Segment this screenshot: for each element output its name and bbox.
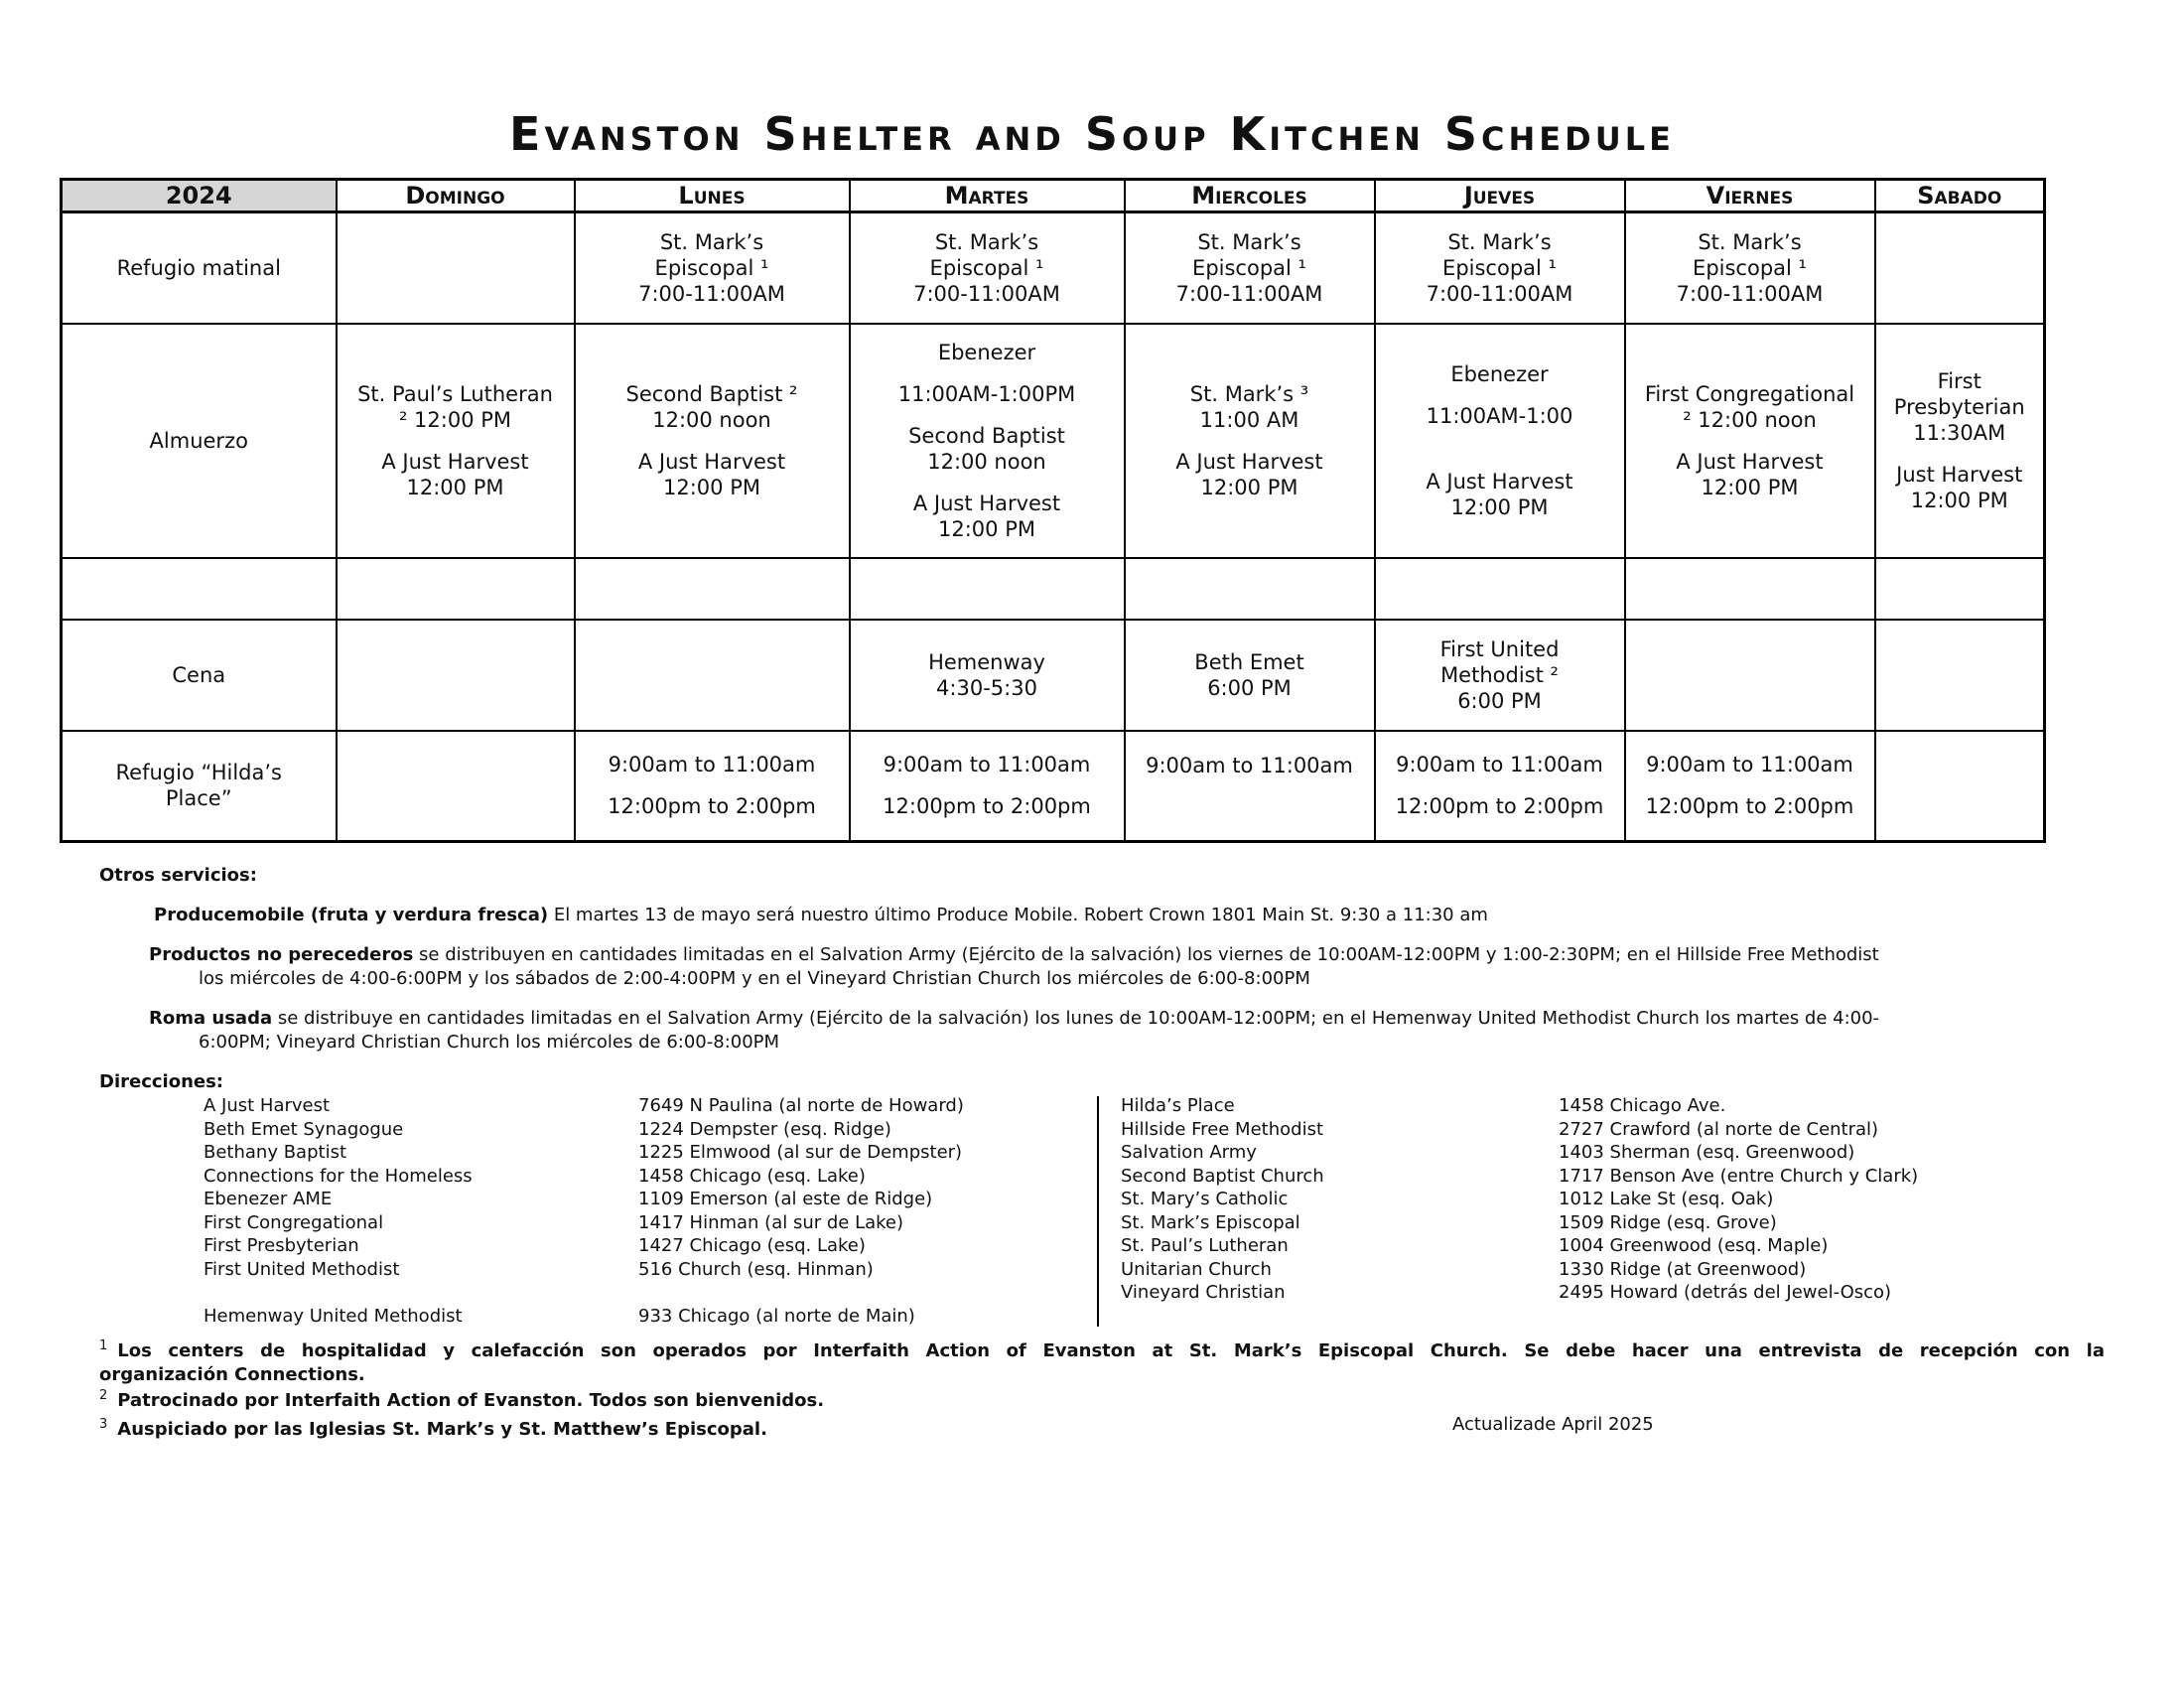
cell-text: 11:30AM [1913,420,2006,445]
produce-text: El martes 13 de mayo será nuestro último Produce Mobile. Robert Crown 1801 Main St. 9:30 a 11:30 am [548,905,1488,925]
clothing-text: se distribuye en cantidades limitadas en el Salvation Army (Ejército de la salvación) los lunes de 10:00AM-12:00PM; en el Hemenway United Methodist Church los martes de 4:00- [272,1008,1880,1029]
cell-text: 9:00am to 11:00am [1146,754,1353,778]
location-name: St. Mark’s Episcopal [1121,1211,1300,1233]
location-name [204,1281,473,1305]
cell-text: Beth Emet [1194,649,1304,674]
location-address: 933 Chicago (al norte de Main) [638,1305,915,1327]
location-address: 1004 Greenwood (esq. Maple) [1559,1235,1829,1256]
location-name: A Just Harvest [204,1095,331,1116]
cell-text: 12:00 PM [663,475,760,499]
document-title: Evanston Shelter and Soup Kitchen Schedule [509,107,1675,161]
cell-text: 9:00am to 11:00am [883,753,1091,777]
row-label: Refugio matinal [62,212,337,324]
location-name: St. Mary’s Catholic [1121,1189,1289,1209]
cell-text: Second Baptist [908,423,1065,448]
schedule-cell [1625,324,1875,558]
footnote-2 [99,1384,824,1413]
nonperishable-text: se distribuyen en cantidades limitadas en el Salvation Army (Ejército de la salvación) los viernes de 10:00AM-12:00PM y 1:00-2:30PM; en el Hillside Free Methodist [413,944,1879,965]
cell-text: 4:30-5:30 [936,675,1037,700]
cell-text: First United [1439,636,1560,661]
location-address: 2727 Crawford (al norte de Central) [1559,1118,1879,1140]
cell-text: 7:00-11:00AM [638,281,785,306]
cell-text: 12:00 PM [406,475,504,499]
schedule-cell [337,324,575,558]
cell-text: ² 12:00 PM [398,407,512,432]
schedule-row [62,731,2045,842]
schedule-cell [1125,731,1375,842]
cell-text: St. Mark’s [934,229,1039,254]
location-address: 1427 Chicago (esq. Lake) [638,1235,866,1256]
nonperishable-item [149,943,1879,991]
day-header: Miercoles [1125,180,1375,212]
footnote-text-cont: organización Connections. [99,1364,365,1385]
schedule-row [62,620,2045,731]
produce-mobile-item [154,904,1488,927]
schedule-cell [575,558,850,620]
cell-text: St. Paul’s Lutheran [357,381,553,406]
cell-text: 7:00-11:00AM [1426,281,1573,306]
cell-text: 9:00am to 11:00am [1646,753,1853,777]
cell-text: A Just Harvest [381,449,529,474]
footnote-1 [99,1335,2105,1387]
location-address: 1330 Ridge (at Greenwood) [1559,1258,1807,1280]
clothing-item [149,1007,1879,1055]
schedule-cell [337,212,575,324]
header-row [62,180,2045,212]
schedule-cell [1375,558,1625,620]
cell-text: 6:00 PM [1457,688,1542,713]
cell-text: St. Mark’s [1197,229,1301,254]
footnote-mark: 2 [99,1388,108,1403]
schedule-cell [1625,620,1875,731]
schedule-cell [1125,620,1375,731]
footnote-3 [99,1413,767,1442]
schedule-cell [1875,731,2045,842]
cell-text: St. Mark’s [659,229,764,254]
schedule-cell [1375,620,1625,731]
schedule-cell [1625,558,1875,620]
location-name: First Congregational [204,1211,384,1233]
directions-left-addresses [638,1094,964,1328]
cell-text: A Just Harvest [912,491,1061,515]
schedule-cell [1375,324,1625,558]
location-address: 1417 Hinman (al sur de Lake) [638,1211,904,1233]
cell-text: Episcopal ¹ [654,255,769,280]
location-name: First United Methodist [204,1258,400,1280]
nonperishable-title: Productos no perecederos [149,944,414,965]
location-name: Beth Emet Synagogue [204,1118,404,1140]
location-name: First Presbyterian [204,1235,359,1256]
cell-text: A Just Harvest [1426,469,1573,493]
day-header: Martes [850,180,1125,212]
schedule-cell [575,212,850,324]
cell-text: 12:00 noon [652,407,771,432]
schedule-cell [1375,212,1625,324]
directions-right-names [1121,1094,1324,1305]
row-label: Refugio “Hilda’s Place” [62,731,337,842]
cell-text: Ebenezer [937,340,1036,364]
cell-text: A Just Harvest [1175,449,1323,474]
footnote-mark: 1 [99,1338,108,1353]
cell-text: 6:00 PM [1207,675,1292,700]
cell-text: 7:00-11:00AM [913,281,1060,306]
cell-text: St. Mark’s [1447,229,1552,254]
schedule-cell [1125,324,1375,558]
cell-text: 9:00am to 11:00am [608,753,816,777]
row-label: Cena [62,620,337,731]
schedule-table [60,178,2046,843]
schedule-cell [850,212,1125,324]
location-address: 516 Church (esq. Hinman) [638,1258,874,1280]
location-address: 1012 Lake St (esq. Oak) [1559,1189,1774,1209]
schedule-row [62,558,2045,620]
directions-right-addresses [1559,1094,1918,1305]
location-name: Bethany Baptist [204,1142,346,1163]
schedule-cell [850,620,1125,731]
location-address [638,1281,964,1305]
location-name: Connections for the Homeless [204,1165,473,1187]
location-address: 1509 Ridge (esq. Grove) [1559,1211,1777,1233]
schedule-cell [1875,212,2045,324]
schedule-cell [1125,558,1375,620]
location-name: Ebenezer AME [204,1189,333,1209]
schedule-cell [575,731,850,842]
footnote-text: Auspiciado por las Iglesias St. Mark’s y St. Matthew’s Episcopal. [117,1419,767,1440]
day-header: Sabado [1875,180,2045,212]
schedule-cell [1875,324,2045,558]
location-name: Vineyard Christian [1121,1282,1286,1303]
location-address: 1224 Dempster (esq. Ridge) [638,1118,891,1140]
cell-text: St. Mark’s [1698,229,1802,254]
day-header: Lunes [575,180,850,212]
location-address: 1403 Sherman (esq. Greenwood) [1559,1142,1855,1163]
year-header: 2024 [62,180,337,212]
location-address: 2495 Howard (detrás del Jewel-Osco) [1559,1282,1892,1303]
location-name: St. Paul’s Lutheran [1121,1235,1289,1256]
schedule-cell [1875,558,2045,620]
location-address: 1458 Chicago Ave. [1559,1095,1726,1116]
schedule-cell [575,620,850,731]
schedule-cell [337,558,575,620]
directions-left-names [204,1094,473,1328]
cell-text: 12:00 PM [1910,488,2008,512]
cell-text: 11:00AM-1:00 [1426,403,1573,428]
cell-text: Just Harvest [1896,462,2023,487]
cell-text: 12:00 noon [927,449,1046,474]
location-address: 1458 Chicago (esq. Lake) [638,1165,866,1187]
day-header: Jueves [1375,180,1625,212]
row-label [62,558,337,620]
footnote-text: Patrocinado por Interfaith Action of Evanston. Todos son bienvenidos. [117,1390,825,1411]
cell-text: Presbyterian [1893,394,2025,419]
cell-text: A Just Harvest [637,449,786,474]
day-header: Domingo [337,180,575,212]
directions-label: Direcciones: [99,1071,224,1092]
schedule-cell [1625,212,1875,324]
cell-text: Episcopal ¹ [929,255,1044,280]
row-label: Almuerzo [62,324,337,558]
schedule-cell [575,324,850,558]
cell-text: 12:00 PM [1200,475,1298,499]
cell-text: Episcopal ¹ [1693,255,1807,280]
footnote-text: Los centers de hospitalidad y calefacción son operados por Interfaith Action of Evanston at St. Mark’s Episcopal Church. Se debe hacer una entrevista de recepción con la [117,1340,2105,1361]
location-address: 1225 Elmwood (al sur de Dempster) [638,1142,963,1163]
cell-text: St. Mark’s ³ [1189,381,1309,406]
cell-text: Methodist ² [1440,662,1559,687]
location-name: Second Baptist Church [1121,1165,1324,1187]
other-services-label: Otros servicios: [99,865,257,886]
location-name: Unitarian Church [1121,1258,1272,1280]
cell-text: 12:00pm to 2:00pm [883,794,1091,819]
location-name: Hilda’s Place [1121,1095,1235,1116]
schedule-cell [337,620,575,731]
location-address: 1109 Emerson (al este de Ridge) [638,1189,933,1209]
schedule-cell [850,731,1125,842]
cell-text: 7:00-11:00AM [1676,281,1824,306]
cell-text: Second Baptist ² [625,381,798,406]
schedule-cell [1875,620,2045,731]
cell-text: 9:00am to 11:00am [1396,753,1603,777]
location-name: Hemenway United Methodist [204,1305,463,1327]
schedule-cell [1125,212,1375,324]
location-name: Hillside Free Methodist [1121,1118,1324,1140]
updated-date: Actualizade April 2025 [1452,1414,1654,1435]
location-address: 1717 Benson Ave (entre Church y Clark) [1559,1165,1919,1187]
directions-divider [1097,1096,1099,1327]
schedule-cell [337,731,575,842]
cell-text: 12:00pm to 2:00pm [608,794,816,819]
schedule-cell [850,558,1125,620]
cell-text: Episcopal ¹ [1442,255,1557,280]
cell-text: Episcopal ¹ [1192,255,1306,280]
nonperishable-text-cont: los miércoles de 4:00-6:00PM y los sábados de 2:00-4:00PM y en el Vineyard Christian Church los miércoles de 6:00-8:00PM [199,968,1310,989]
cell-text: A Just Harvest [1676,449,1824,474]
cell-text: 12:00 PM [1450,494,1549,519]
schedule-cell [850,324,1125,558]
cell-text: 11:00AM-1:00PM [897,381,1076,406]
schedule-cell [1375,731,1625,842]
cell-text: 12:00pm to 2:00pm [1645,794,1854,819]
schedule-row [62,324,2045,558]
cell-text: Ebenezer [1450,361,1549,386]
produce-title: Producemobile (fruta y verdura fresca) [154,905,549,925]
cell-text: First Congregational [1644,381,1855,406]
cell-text: 12:00 PM [1701,475,1799,499]
cell-text: Hemenway [928,649,1045,674]
cell-text: 12:00pm to 2:00pm [1395,794,1604,819]
cell-text: First [1937,368,1981,393]
location-name: Salvation Army [1121,1142,1257,1163]
clothing-title: Roma usada [149,1008,273,1029]
location-address: 7649 N Paulina (al norte de Howard) [638,1095,964,1116]
footnote-mark: 3 [99,1417,108,1432]
schedule-cell [1625,731,1875,842]
schedule-row [62,212,2045,324]
clothing-text-cont: 6:00PM; Vineyard Christian Church los miércoles de 6:00-8:00PM [199,1032,780,1053]
day-header: Viernes [1625,180,1875,212]
cell-text: 7:00-11:00AM [1175,281,1323,306]
cell-text: ² 12:00 noon [1683,407,1817,432]
cell-text: 11:00 AM [1199,407,1299,432]
cell-text: 12:00 PM [938,516,1035,541]
